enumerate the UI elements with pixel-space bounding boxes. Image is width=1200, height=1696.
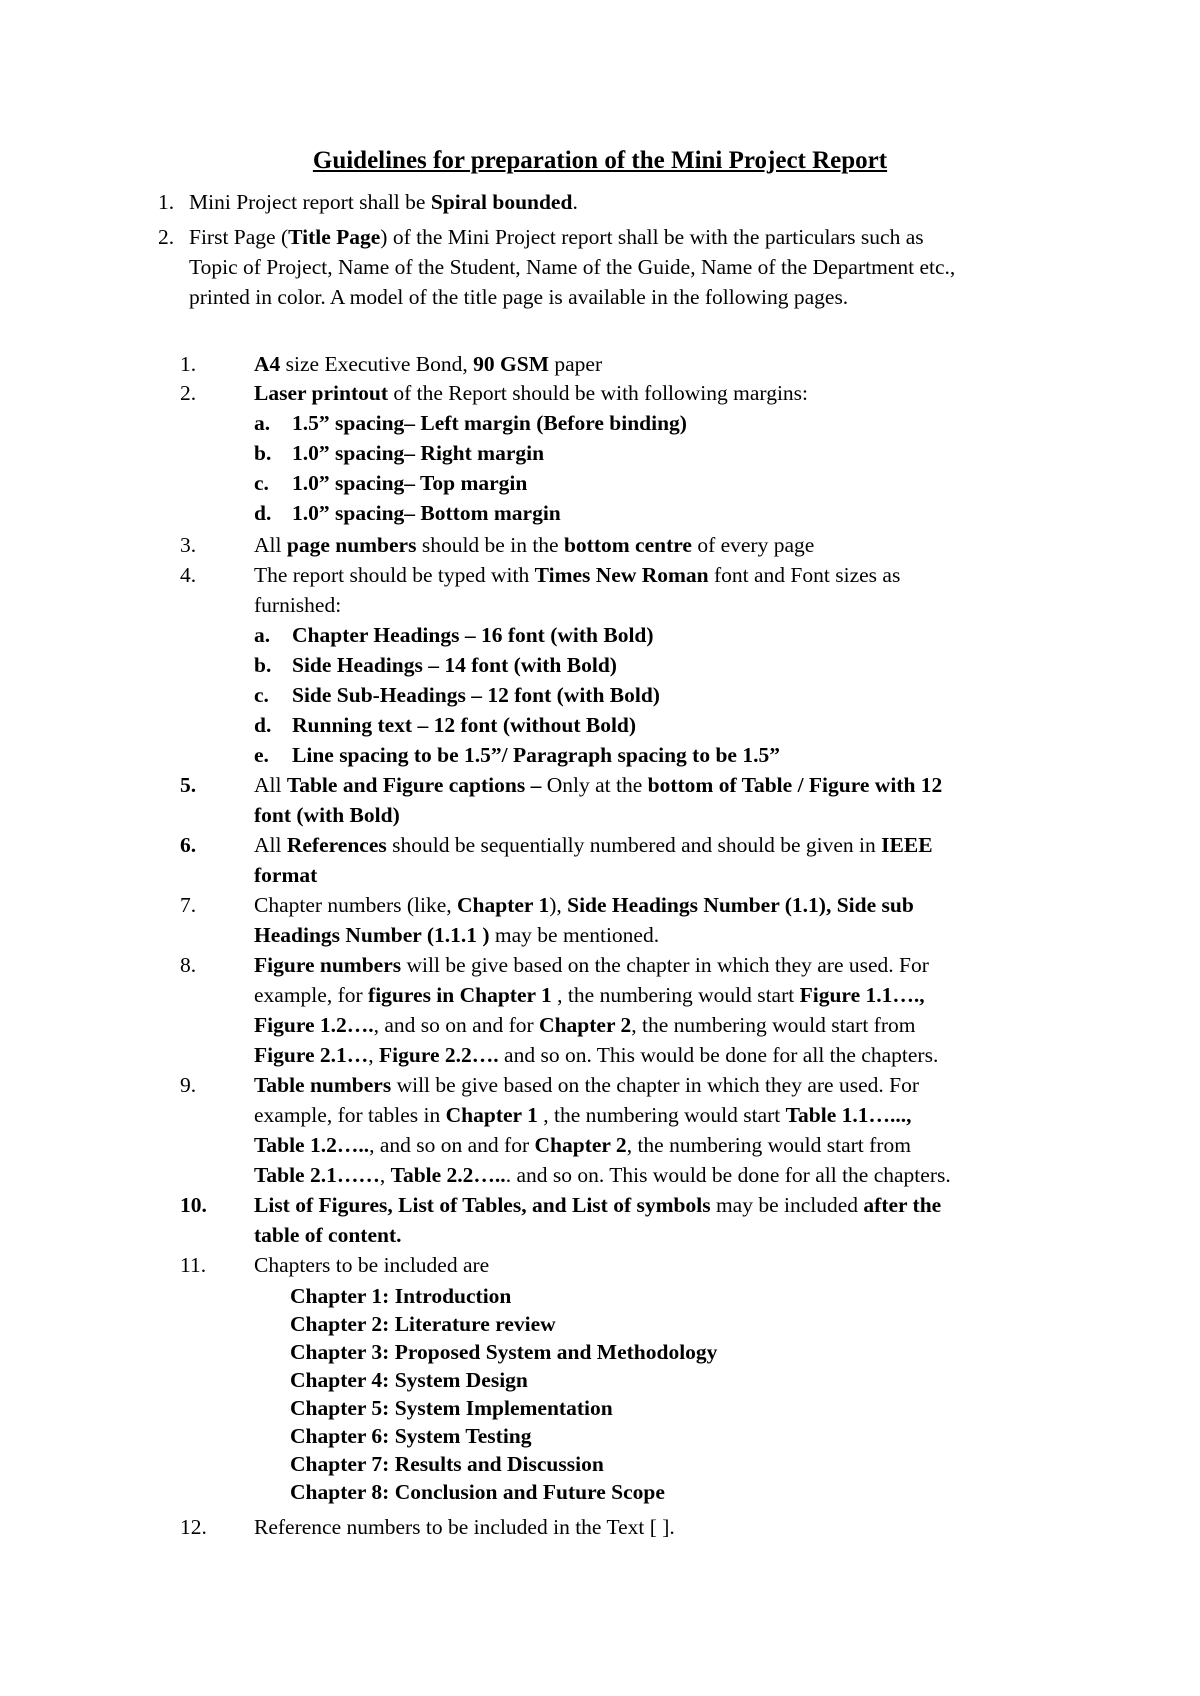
text-run: format	[254, 863, 318, 887]
margin-spec-letter: a.	[254, 411, 271, 435]
margin-spec-text: 1.0” spacing– Top margin	[292, 471, 528, 495]
list-item-text	[254, 1220, 402, 1250]
list-item-text	[254, 890, 914, 920]
text-run: , and so on and for	[369, 1133, 535, 1157]
chapter-list-item: Chapter 7: Results and Discussion	[290, 1452, 604, 1476]
text-run: Figure 1.2….	[254, 1013, 374, 1037]
text-run: Times New Roman	[534, 563, 709, 587]
list-item-text	[254, 1190, 941, 1220]
text-run: Chapter 1	[445, 1103, 538, 1127]
font-spec-letter: e.	[254, 743, 269, 767]
chapter-list-item: Chapter 6: System Testing	[290, 1424, 532, 1448]
text-run: after the	[863, 1193, 942, 1217]
text-run: page numbers	[286, 533, 417, 557]
text-run: 90 GSM	[473, 352, 549, 376]
list-item-text	[254, 590, 341, 620]
text-run: Side Headings Number (1.1), Side sub	[567, 893, 914, 917]
intro-item-text	[189, 282, 848, 312]
list-item-number: 2.	[180, 381, 197, 405]
font-spec-text: Chapter Headings – 16 font (with Bold)	[292, 623, 654, 647]
margin-spec-letter: b.	[254, 441, 272, 465]
list-item-number: 8.	[180, 953, 197, 977]
text-run: will be give based on the chapter in which they are used. For	[391, 1073, 919, 1097]
text-run: Only at the	[546, 773, 648, 797]
text-run: should be sequentially numbered and should be given in	[386, 833, 882, 857]
text-run: Chapter 2	[539, 1013, 632, 1037]
list-item-text	[254, 560, 900, 590]
text-run: Table 2.2…..	[390, 1163, 506, 1187]
list-item-number: 11.	[180, 1253, 207, 1277]
list-item-number: 6.	[180, 833, 197, 857]
text-run: , the numbering would start from	[631, 1013, 916, 1037]
font-spec-text: Running text – 12 font (without Bold)	[292, 713, 637, 737]
text-run: font (with Bold)	[254, 803, 400, 827]
text-run: All	[254, 833, 287, 857]
margin-spec-letter: c.	[254, 471, 269, 495]
list-item-text	[254, 1130, 911, 1160]
text-run: size Executive Bond,	[280, 352, 474, 376]
text-run: ,	[379, 1163, 391, 1187]
list-item-text	[254, 1070, 919, 1100]
chapter-list-item: Chapter 8: Conclusion and Future Scope	[290, 1480, 665, 1504]
text-run: Chapter 1	[457, 893, 550, 917]
text-run: Table 1.2…..	[254, 1133, 370, 1157]
text-run: Headings Number (1.1.1 )	[254, 923, 490, 947]
list-item-number: 3.	[180, 533, 197, 557]
chapter-list-item: Chapter 4: System Design	[290, 1368, 528, 1392]
font-spec-letter: d.	[254, 713, 272, 737]
text-run: bottom centre	[563, 533, 692, 557]
text-run: may be mentioned.	[489, 923, 660, 947]
list-item-text	[254, 1250, 489, 1280]
chapter-list-item: Chapter 2: Literature review	[290, 1312, 556, 1336]
text-run: and so on. This would be done for all the chapters.	[498, 1043, 939, 1067]
text-run: will be give based on the chapter in which they are used. For	[401, 953, 929, 977]
font-spec-letter: a.	[254, 623, 271, 647]
text-run: Chapter 2	[534, 1133, 627, 1157]
text-run: , the numbering would start	[537, 1103, 786, 1127]
text-run: bottom of Table / Figure with 12	[647, 773, 943, 797]
text-run: table of content.	[254, 1223, 402, 1247]
list-item-number: 7.	[180, 893, 197, 917]
text-run: Chapter numbers (like,	[254, 893, 458, 917]
text-run: of the Report should be with following margins:	[388, 381, 809, 405]
text-run: , the numbering would start from	[626, 1133, 911, 1157]
text-run: All	[254, 773, 287, 797]
text-run: , the numbering would start	[551, 983, 800, 1007]
font-spec-text: Side Headings – 14 font (with Bold)	[292, 653, 617, 677]
text-run: References	[286, 833, 387, 857]
margin-spec-text: 1.0” spacing– Right margin	[292, 441, 545, 465]
text-run: may be included	[710, 1193, 864, 1217]
intro-item-text	[189, 187, 578, 217]
list-item-text	[254, 1040, 938, 1070]
list-item-text	[254, 349, 602, 379]
font-spec-letter: b.	[254, 653, 272, 677]
text-run: Table numbers	[254, 1073, 392, 1097]
text-run: Table and Figure captions	[286, 773, 526, 797]
text-run: Table 2.1……	[254, 1163, 380, 1187]
list-item-text	[254, 378, 808, 408]
text-run: Chapters to be included are	[254, 1253, 490, 1277]
text-run: First Page (	[189, 225, 289, 249]
text-run: example, for tables in	[254, 1103, 446, 1127]
text-run: ,	[368, 1043, 380, 1067]
page-title: Guidelines for preparation of the Mini Project Report	[312, 147, 888, 174]
font-spec-text: Side Sub-Headings – 12 font (with Bold)	[292, 683, 660, 707]
margin-spec-text: 1.0” spacing– Bottom margin	[292, 501, 561, 525]
text-run: ) of the Mini Project report shall be with the particulars such as	[380, 225, 924, 249]
text-run: Figure numbers	[254, 953, 402, 977]
text-run: .	[572, 190, 578, 214]
list-item-text	[254, 1512, 675, 1542]
text-run: Topic of Project, Name of the Student, Name of the Guide, Name of the Department etc.,	[189, 255, 956, 279]
text-run: of every page	[691, 533, 815, 557]
list-item-text	[254, 1160, 951, 1190]
intro-item-text	[189, 222, 924, 252]
list-item-text	[254, 860, 317, 890]
text-run: List of Figures, List of Tables, and List of symbols	[254, 1193, 711, 1217]
text-run: font and Font sizes as	[708, 563, 901, 587]
list-item-text	[254, 830, 933, 860]
list-item-text	[254, 980, 925, 1010]
text-run: Table 1.1…...,	[785, 1103, 912, 1127]
intro-item-text	[189, 252, 955, 282]
list-item-number: 12.	[180, 1515, 207, 1539]
text-run: example, for	[254, 983, 369, 1007]
list-item-number: 4.	[180, 563, 197, 587]
text-run: –	[525, 773, 547, 797]
list-item-text	[254, 950, 929, 980]
text-run: paper	[549, 352, 603, 376]
text-run: A4	[254, 352, 281, 376]
text-run: Figure 2.2….	[379, 1043, 499, 1067]
list-item-text	[254, 800, 400, 830]
margin-spec-letter: d.	[254, 501, 272, 525]
list-item-text	[254, 530, 814, 560]
text-run: should be in the	[416, 533, 564, 557]
text-run: ),	[549, 893, 568, 917]
list-item-text	[254, 1100, 912, 1130]
text-run: Figure 1.1….,	[799, 983, 925, 1007]
font-spec-text: Line spacing to be 1.5”/ Paragraph spacing to be 1.5”	[292, 743, 780, 767]
list-item-number: 5.	[180, 773, 197, 797]
list-item-number: 1.	[180, 352, 197, 376]
text-run: , and so on and for	[373, 1013, 540, 1037]
list-item-text	[254, 1010, 915, 1040]
text-run: Title Page	[288, 225, 381, 249]
text-run: figures in Chapter 1	[368, 983, 552, 1007]
chapter-list-item: Chapter 3: Proposed System and Methodology	[290, 1340, 718, 1364]
list-item-text	[254, 770, 942, 800]
text-run: Figure 2.1…	[254, 1043, 369, 1067]
list-item-number: 9.	[180, 1073, 197, 1097]
text-run: Mini Project report shall be	[189, 190, 431, 214]
text-run: furnished:	[254, 593, 342, 617]
text-run: Reference numbers to be included in the Text [ ].	[254, 1515, 675, 1539]
intro-item-number: 2.	[158, 225, 175, 249]
chapter-list-item: Chapter 1: Introduction	[290, 1284, 512, 1308]
intro-item-number: 1.	[158, 190, 175, 214]
text-run: printed in color. A model of the title page is available in the following pages.	[189, 285, 849, 309]
text-run: The report should be typed with	[254, 563, 535, 587]
margin-spec-text: 1.5” spacing– Left margin (Before binding)	[292, 411, 687, 435]
text-run: All	[254, 533, 287, 557]
text-run: IEEE	[881, 833, 933, 857]
list-item-text	[254, 920, 659, 950]
text-run: Spiral bounded	[430, 190, 573, 214]
font-spec-letter: c.	[254, 683, 269, 707]
text-run: Laser printout	[254, 381, 388, 405]
list-item-number: 10.	[180, 1193, 207, 1217]
text-run: . and so on. This would be done for all the chapters.	[505, 1163, 951, 1187]
chapter-list-item: Chapter 5: System Implementation	[290, 1396, 613, 1420]
